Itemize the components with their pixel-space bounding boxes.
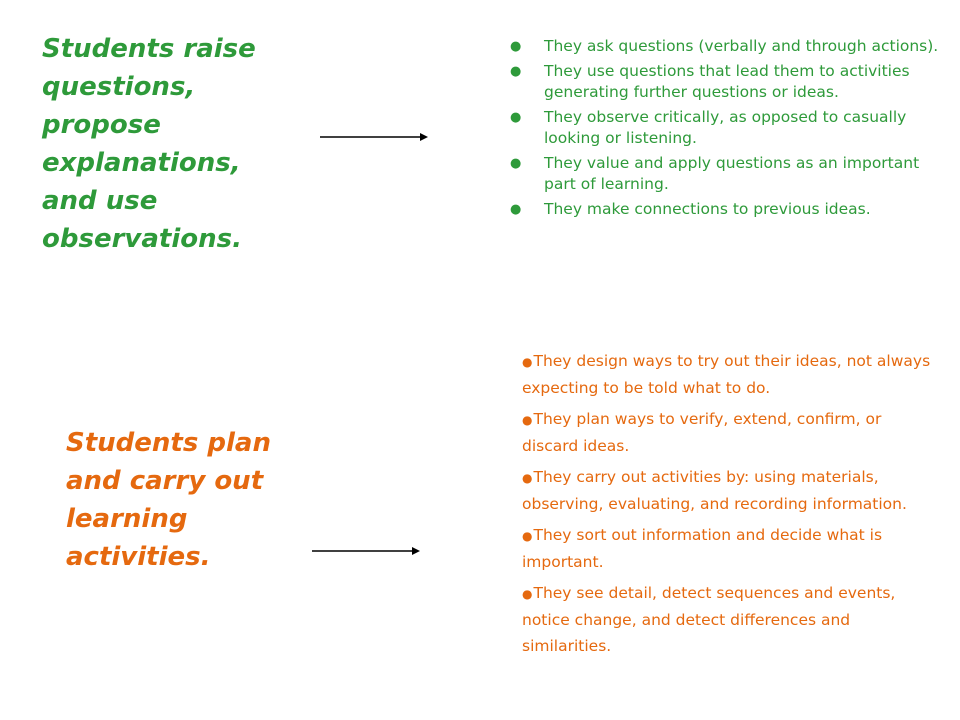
list-item: ● They use questions that lead them to activities generating further questions or ideas. xyxy=(510,61,950,103)
section-1-heading: Students raise questions, propose explanations, and use observations. xyxy=(42,34,256,254)
list-item xyxy=(522,464,932,517)
list-item: ● They make connections to previous ideas. xyxy=(510,199,950,220)
section-2-list xyxy=(522,348,932,664)
list-item xyxy=(522,348,932,401)
section-2-heading: Students plan and carry out learning activities. xyxy=(66,428,271,572)
bullet-icon: ● xyxy=(522,587,533,601)
list-item-text: They plan ways to verify, extend, confirm, or discard ideas. xyxy=(522,410,882,455)
bullet-icon: ● xyxy=(522,355,533,369)
list-item: ● They observe critically, as opposed to casually looking or listening. xyxy=(510,107,950,149)
section-1-list xyxy=(510,36,950,224)
list-item-text: They see detail, detect sequences and events, notice change, and detect differences and similarities. xyxy=(522,584,896,655)
arrow-right-icon xyxy=(312,544,422,558)
list-item-text: They sort out information and decide what is important. xyxy=(522,526,883,571)
list-item-text: They design ways to try out their ideas, not always expecting to be told what to do. xyxy=(522,352,931,397)
bullet-icon: ● xyxy=(522,413,533,427)
arrow-right-icon xyxy=(320,130,430,144)
bullet-icon: ● xyxy=(522,529,533,543)
list-item: ● They ask questions (verbally and through actions). xyxy=(510,36,950,57)
list-item-text: They carry out activities by: using materials, observing, evaluating, and recording information. xyxy=(522,468,907,513)
list-item: ● They value and apply questions as an important part of learning. xyxy=(510,153,950,195)
list-item xyxy=(522,580,932,659)
bullet-icon: ● xyxy=(522,471,533,485)
list-item xyxy=(522,406,932,459)
list-item xyxy=(522,522,932,575)
